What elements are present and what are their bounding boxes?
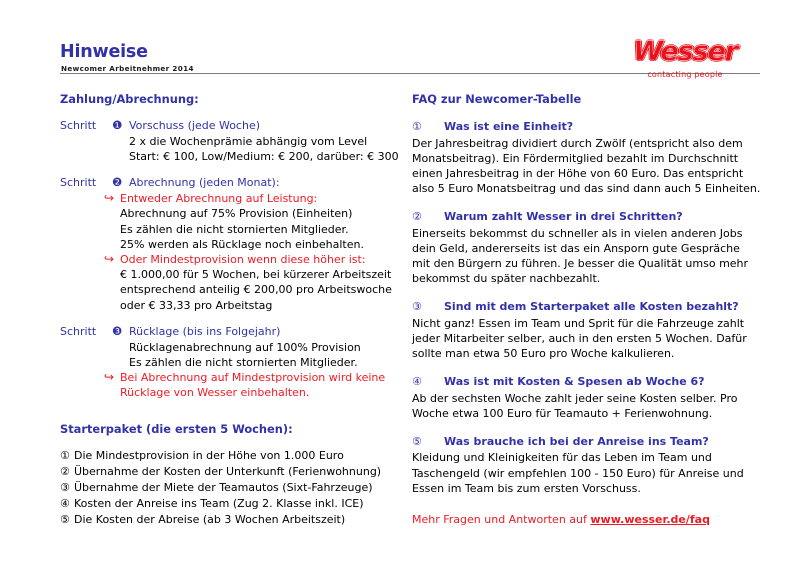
step-number-glyph: ❷ [112, 175, 123, 190]
section-title-faq: FAQ zur Newcomer-Tabelle [412, 92, 582, 106]
arrow-bullet-heading: Bei Abrechnung auf Mindestprovision wird keine [120, 370, 386, 384]
starterpaket-list [60, 448, 405, 528]
faq-answer-line: Ab der sechsten Woche zahlt jeder seine Kosten selber. Pro [412, 391, 738, 405]
step-body-line: Start: € 100, Low/Medium: € 200, darüber: € 300 [129, 150, 399, 164]
faq-item [412, 299, 764, 361]
faq-answer-line: bekommst du später nachbezahlt. [412, 272, 601, 286]
faq-question-text: Was brauche ich bei der Anreise ins Team? [444, 435, 709, 449]
faq-answer [412, 391, 764, 421]
step-title: Rücklage (bis ins Folgejahr) [129, 324, 281, 338]
faq-question [412, 209, 764, 224]
list-item-label: Kosten der Anreise ins Team (Zug 2. Klasse inkl. ICE) [74, 497, 364, 511]
step-block [60, 175, 405, 312]
arrow-bullet-subline: entsprechend anteilig € 200,00 pro Arbeitswoche [120, 283, 392, 297]
step-header [60, 175, 405, 191]
step-label: Schritt [60, 324, 97, 338]
arrow-bullet-icon: ↪ [104, 252, 115, 266]
starterpaket-block [60, 422, 405, 528]
faq-answer-line: Monatsbeitrag). Ein Fördermitglied bezahlt im Durchschnitt [412, 151, 739, 165]
faq-footer [412, 512, 764, 527]
arrow-bullet-subline: Rücklage von Wesser einbehalten. [120, 386, 310, 400]
arrow-bullet-heading: Oder Mindestprovision wenn diese höher ist: [120, 253, 366, 266]
list-item [60, 448, 405, 464]
section-title-starterpaket: Starterpaket (die ersten 5 Wochen): [60, 422, 293, 437]
arrow-bullet-heading: Entweder Abrechnung auf Leistung: [120, 192, 318, 206]
arrow-bullet-item [104, 252, 405, 313]
faq-answer [412, 136, 764, 197]
faq-question-number: ① [412, 120, 422, 134]
faq-answer-line: also 5 Euro Monatsbeitrag und das sind dann auch 5 Einheiten. [412, 182, 761, 196]
page-title: Hinweise [60, 42, 148, 62]
faq-answer [412, 450, 764, 496]
step-body-line: 2 x die Wochenprämie abhängig vom Level [129, 135, 368, 149]
faq-item [412, 119, 764, 196]
faq-question-text: Sind mit dem Starterpaket alle Kosten bezahlt? [444, 300, 739, 314]
faq-question-number: ② [412, 210, 422, 224]
faq-answer-line: Woche etwa 100 Euro für Teamauto + Ferienwohnung. [412, 406, 713, 420]
faq-answer-line: dein Geld, andererseits ist das ein Ansporn gute Gespräche [412, 241, 740, 255]
arrow-bullet-icon: ↪ [104, 191, 115, 206]
left-column [60, 92, 405, 528]
list-item-label: Übernahme der Kosten der Unterkunft (Ferienwohnung) [74, 465, 382, 479]
arrow-bullet-item [104, 191, 405, 252]
list-item-number: ③ [60, 481, 70, 495]
arrow-bullet-text [120, 370, 405, 400]
faq-answer [412, 226, 764, 287]
faq-list [412, 119, 764, 496]
faq-answer-line: Einerseits bekommst du schneller als in vielen anderen Jobs [412, 226, 743, 240]
step-label: Schritt [60, 119, 97, 133]
arrow-bullet-item [104, 370, 405, 400]
faq-answer-line: einen Jahresbeitrag in der Höhe von 60 Euro. Das entspricht [412, 166, 744, 180]
step-block [60, 324, 405, 401]
list-item-number: ① [60, 449, 70, 463]
step-body-line: Es zählen die nicht stornierten Mitglieder. [129, 355, 358, 369]
faq-question-text: Was ist eine Einheit? [444, 120, 574, 134]
step-block [60, 118, 405, 164]
faq-answer-line: Taschengeld (wir empfehlen 100 - 150 Euro) für Anreise und [412, 466, 744, 480]
faq-footer-prefix: Mehr Fragen und Antworten auf [412, 512, 591, 526]
faq-answer-line: Der Jahresbeitrag dividiert durch Zwölf (entspricht also dem [412, 136, 743, 150]
step-header [60, 118, 405, 134]
step-title: Vorschuss (jede Woche) [129, 119, 261, 133]
list-item-label: Die Mindestprovision in der Höhe von 1.000 Euro [74, 449, 344, 463]
section-title-zahlung: Zahlung/Abrechnung: [60, 92, 199, 106]
step-body-line: Rücklagenabrechnung auf 100% Provision [129, 340, 361, 354]
faq-item [412, 434, 764, 496]
logo-wordmark: Wesser [633, 36, 737, 67]
faq-question-text: Was ist mit Kosten & Spesen ab Woche 6? [444, 375, 705, 389]
step-body [129, 340, 405, 370]
step-number-glyph: ❶ [112, 118, 123, 133]
faq-question [412, 119, 764, 134]
faq-answer-line: mit den Bürgern zu führen. Je besser die Qualität umso mehr [412, 257, 749, 271]
faq-answer-line: Nicht ganz! Essen im Team und Sprit für die Fahrzeuge zahlt [412, 316, 745, 330]
faq-link[interactable]: www.wesser.de/faq [590, 512, 710, 526]
arrow-bullet-subline: Abrechnung auf 75% Provision (Einheiten) [120, 207, 353, 221]
faq-question-number: ④ [412, 375, 422, 389]
list-item-number: ④ [60, 497, 70, 511]
step-title: Abrechnung (jeden Monat): [129, 176, 280, 190]
step-header [60, 324, 405, 340]
faq-question [412, 374, 764, 389]
list-item-number: ⑤ [60, 513, 70, 527]
list-item [60, 512, 405, 528]
faq-answer [412, 316, 764, 362]
list-item-label: Übernahme der Miete der Teamautos (Sixt-Fahrzeuge) [74, 481, 373, 495]
faq-answer-line: jeder Mitarbeiter selber, auch in den ersten 5 Wochen. Dafür [412, 331, 747, 345]
faq-answer-line: Kleidung und Kleinigkeiten für das Leben im Team und [412, 451, 712, 465]
step-number-glyph: ❸ [112, 323, 123, 338]
faq-question-number: ⑤ [412, 435, 422, 449]
document-header [0, 0, 800, 78]
faq-question [412, 299, 764, 314]
arrow-bullet-subline: oder € 33,33 pro Arbeitstag [120, 298, 273, 312]
arrow-bullet-icon: ↪ [104, 369, 115, 384]
arrow-bullet-text [120, 252, 405, 313]
arrow-bullet-subline: 25% werden als Rücklage noch einbehalten. [120, 237, 364, 251]
arrow-bullet-text [120, 191, 405, 252]
list-item [60, 496, 405, 512]
right-column [412, 92, 764, 527]
steps-list [60, 118, 405, 400]
list-item [60, 480, 405, 496]
faq-answer-line: sollte man etwa 50 Euro pro Woche kalkulieren. [412, 347, 675, 361]
logo-tagline: contacting people [647, 70, 723, 79]
faq-question-text: Warum zahlt Wesser in drei Schritten? [444, 210, 683, 224]
step-label: Schritt [60, 176, 97, 190]
faq-question-number: ③ [412, 300, 422, 314]
arrow-bullet-subline: € 1.000,00 für 5 Wochen, bei kürzerer Arbeitszeit [120, 268, 392, 282]
step-body [129, 134, 405, 164]
faq-item [412, 209, 764, 286]
wesser-logo [610, 38, 760, 79]
faq-question [412, 434, 764, 449]
list-item [60, 464, 405, 480]
faq-answer-line: Essen im Team bis zum ersten Vorschuss. [412, 481, 641, 495]
page-subtitle: Newcomer Arbeitnehmer 2014 [61, 64, 194, 73]
arrow-bullet-subline: Es zählen die nicht stornierten Mitglieder. [120, 222, 349, 236]
list-item-label: Die Kosten der Abreise (ab 3 Wochen Arbeitszeit) [74, 513, 346, 527]
faq-item [412, 374, 764, 421]
list-item-number: ② [60, 465, 70, 479]
